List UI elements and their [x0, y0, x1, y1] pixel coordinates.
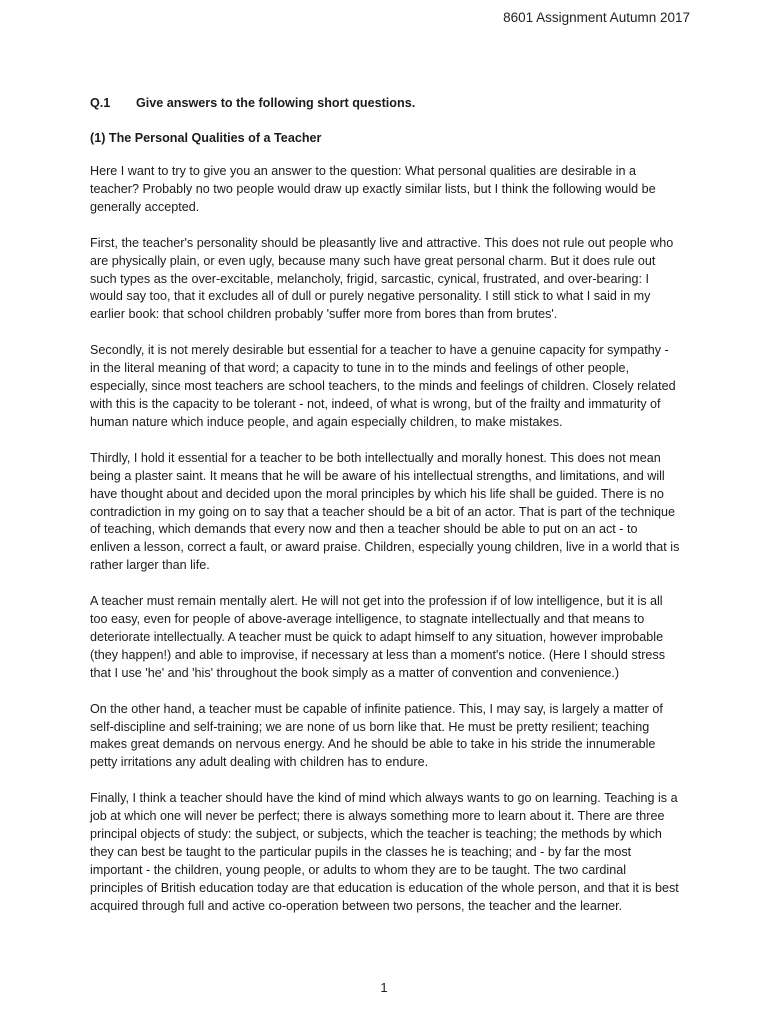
- question-heading: [90, 94, 680, 112]
- paragraph-alertness: A teacher must remain mentally alert. He will not get into the profession if of low intelligence, but it is all too easy, even for people of above-average intelligence, to stagnate intellectually and that means to deteriorate intellectually. A teacher must be quick to adapt himself to any situation, however improbable (they happen!) and able to improvise, if necessary at less than a moment's notice. (Here I should stress that I use 'he' and 'his' throughout the book simply as a matter of convention and convenience.): [90, 594, 666, 680]
- paragraph-intro: Here I want to try to give you an answer to the question: What personal qualities are desirable in a teacher? Probably no two people would draw up exactly similar lists, but I think the following would be generally accepted.: [90, 164, 656, 214]
- document-body: [90, 94, 680, 934]
- running-header: 8601 Assignment Autumn 2017: [503, 10, 690, 25]
- page-number: 1: [380, 980, 388, 995]
- paragraph-learning: Finally, I think a teacher should have the kind of mind which always wants to go on learning. Teaching is a job at which one will never be perfect; there is always something more to learn about it. There are three principal objects of study: the subject, or subjects, which the teacher is teaching; the methods by which they can best be taught to the particular pupils in the classes he is teaching; and - by far the most important - the children, young people, or adults to whom they are to be taught. The two cardinal principles of British education today are that education is education of the whole person, and that it is best acquired through full and active co-operation between two persons, the teacher and the learner.: [90, 791, 679, 913]
- section-title: (1) The Personal Qualities of a Teacher: [90, 131, 322, 145]
- paragraph-sympathy: Secondly, it is not merely desirable but essential for a teacher to have a genuine capacity for sympathy - in the literal meaning of that word; a capacity to tune in to the minds and feelings of other people, especially, since most teachers are school teachers, to the minds and feelings of children. Closely related with this is the capacity to be tolerant - not, indeed, of what is wrong, but of the frailty and immaturity of human nature which induce people, and again especially children, to make mistakes.: [90, 343, 676, 429]
- paragraph-honesty: Thirdly, I hold it essential for a teacher to be both intellectually and morally honest. This does not mean being a plaster saint. It means that he will be aware of his intellectual strengths, and limitations, and will have thought about and decided upon the moral principles by which his life shall be guided. There is no contradiction in my going on to say that a teacher should be a bit of an actor. That is part of the technique of teaching, which demands that every now and then a teacher should be able to put on an act - to enliven a lesson, correct a fault, or award praise. Children, especially young children, live in a world that is rather larger than life.: [90, 450, 680, 573]
- question-text: Give answers to the following short questions.: [136, 96, 416, 110]
- question-number: Q.1: [90, 96, 111, 110]
- paragraph-personality: First, the teacher's personality should be pleasantly live and attractive. This does not rule out people who are physically plain, or even ugly, because many such have great personal charm. But it does rule out such types as the over-excitable, melancholy, frigid, sarcastic, cynical, frustrated, and over-bearing: I would say too, that it excludes all of dull or purely negative personality. I still stick to what I said in my earlier book: that school children probably 'suffer more from bores than from brutes'.: [90, 235, 674, 322]
- paragraph-patience: On the other hand, a teacher must be capable of infinite patience. This, I may say, is largely a matter of self-discipline and self-training; we are none of us born like that. He must be pretty resilient; teaching makes great demands on nervous energy. And he should be able to take in his stride the innumerable petty irritations any adult dealing with children has to endure.: [90, 701, 663, 770]
